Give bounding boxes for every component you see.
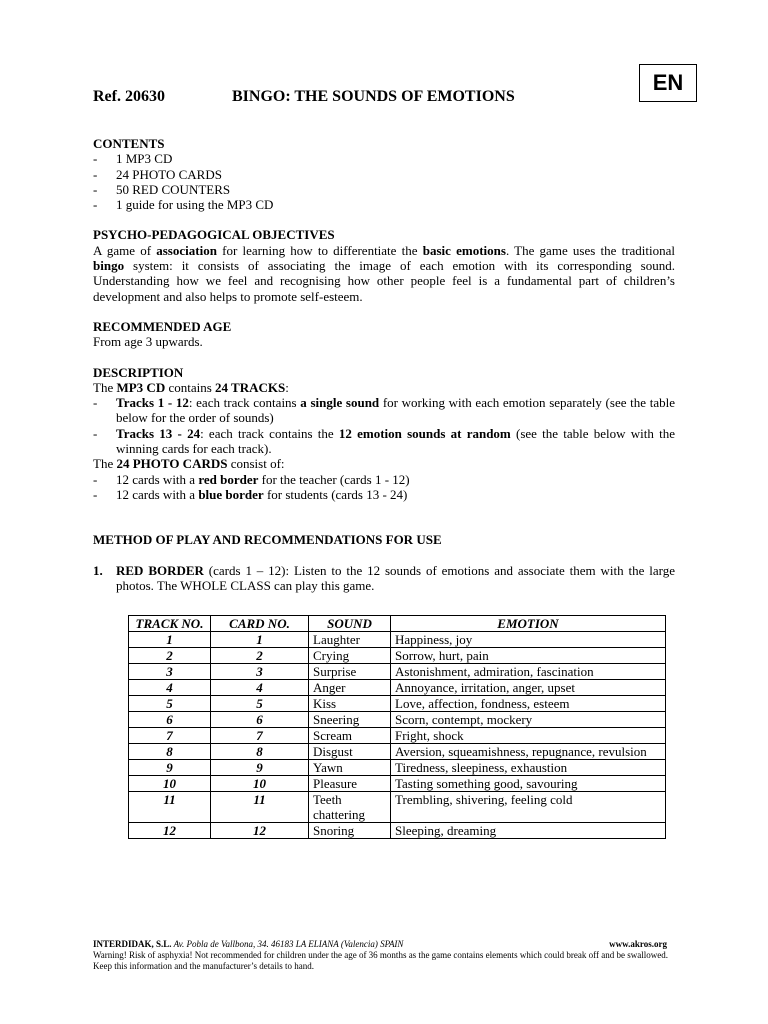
track-cell: 9	[129, 760, 211, 776]
table-row	[129, 760, 666, 776]
age-heading: RECOMMENDED AGE	[93, 318, 232, 334]
table-row	[129, 776, 666, 792]
document-title	[93, 88, 515, 106]
track-cell: 8	[129, 744, 211, 760]
age-section	[93, 319, 675, 350]
table-row	[129, 728, 666, 744]
emotion-cell: Aversion, squeamishness, repugnance, revulsion	[391, 744, 666, 760]
table-row	[129, 823, 666, 839]
method-section	[93, 532, 675, 593]
emotion-cell: Annoyance, irritation, anger, upset	[391, 680, 666, 696]
track-cell: 7	[129, 728, 211, 744]
column-header: EMOTION	[391, 616, 666, 632]
description-section	[93, 365, 675, 503]
track-cell: 12	[129, 823, 211, 839]
emotion-cell: Tiredness, sleepiness, exhaustion	[391, 760, 666, 776]
track-cell: 6	[129, 712, 211, 728]
sound-cell: Kiss	[309, 696, 391, 712]
track-cell: 2	[129, 648, 211, 664]
sound-cell: Anger	[309, 680, 391, 696]
card-cell: 7	[211, 728, 309, 744]
emotion-cell: Astonishment, admiration, fascination	[391, 664, 666, 680]
table-row	[129, 680, 666, 696]
table-row	[129, 648, 666, 664]
cards-line: The 24 PHOTO CARDS consist of:	[93, 456, 285, 472]
track-cell: 3	[129, 664, 211, 680]
contents-section	[93, 136, 675, 212]
track-cell: 11	[129, 792, 211, 823]
list-item: - 12 cards with a red border for the teacher (cards 1 - 12)	[93, 471, 410, 487]
company-name: INTERDIDAK, S.L.	[93, 939, 172, 949]
method-step: 1. RED BORDER (cards 1 – 12): Listen to the 12 sounds of emotions and associate them with the large photos. The WHOLE CLASS can play this game.	[93, 562, 675, 593]
emotion-cell: Scorn, contempt, mockery	[391, 712, 666, 728]
safety-warning: Warning! Risk of asphyxia! Not recommended for children under the age of 36 months as the game contains elements which could break off and be swallowed. Keep this information and the manufacturer’s details to hand.	[93, 950, 668, 971]
method-heading: METHOD OF PLAY AND RECOMMENDATIONS FOR USE	[93, 532, 442, 548]
footer	[93, 939, 675, 972]
list-item: - 12 cards with a blue border for students (cards 13 - 24)	[93, 486, 408, 502]
card-cell: 3	[211, 664, 309, 680]
table-row	[129, 792, 666, 823]
card-cell: 9	[211, 760, 309, 776]
list-item: - 24 PHOTO CARDS	[93, 166, 222, 182]
sound-cell: Yawn	[309, 760, 391, 776]
card-cell: 1	[211, 632, 309, 648]
list-item: - Tracks 13 - 24: each track contains the 12 emotion sounds at random (see the table below with the winning cards for each track).	[93, 425, 676, 457]
language-badge: EN	[639, 64, 697, 102]
track-cell: 5	[129, 696, 211, 712]
card-cell: 4	[211, 680, 309, 696]
list-item: - 1 guide for using the MP3 CD	[93, 197, 274, 213]
sound-cell: Sneering	[309, 712, 391, 728]
table-row	[129, 744, 666, 760]
product-title: BINGO: THE SOUNDS OF EMOTIONS	[232, 88, 515, 105]
card-cell: 2	[211, 648, 309, 664]
table-row	[129, 696, 666, 712]
card-cell: 11	[211, 792, 309, 823]
table-row	[129, 632, 666, 648]
column-header: TRACK NO.	[129, 616, 211, 632]
list-item: - 1 MP3 CD	[93, 151, 173, 167]
track-cell: 10	[129, 776, 211, 792]
column-header: SOUND	[309, 616, 391, 632]
emotions-table	[128, 615, 666, 839]
card-cell: 5	[211, 696, 309, 712]
track-cell: 1	[129, 632, 211, 648]
emotion-cell: Sorrow, hurt, pain	[391, 648, 666, 664]
table-row	[129, 664, 666, 680]
sound-cell: Snoring	[309, 823, 391, 839]
mp3-line: The MP3 CD contains 24 TRACKS:	[93, 379, 289, 395]
card-cell: 8	[211, 744, 309, 760]
sound-cell: Scream	[309, 728, 391, 744]
emotion-cell: Fright, shock	[391, 728, 666, 744]
list-item: - 50 RED COUNTERS	[93, 181, 231, 197]
sound-cell: Teeth chattering	[309, 792, 391, 823]
age-text: From age 3 upwards.	[93, 334, 203, 350]
website-link[interactable]: www.akros.org	[609, 939, 667, 949]
objectives-paragraph: A game of association for learning how to differentiate the basic emotions. The game uses the traditional bingo system: it consists of associating the image of each emotion with its corresponding sound. Understanding how we feel and recognising how other people feel is a fundamental part of children’s development and also helps to promote self-esteem.	[93, 242, 676, 304]
sound-cell: Laughter	[309, 632, 391, 648]
sound-cell: Pleasure	[309, 776, 391, 792]
objectives-heading: PSYCHO-PEDAGOGICAL OBJECTIVES	[93, 227, 335, 243]
card-cell: 12	[211, 823, 309, 839]
company-address: Av. Pobla de Vallbona, 34. 46183 LA ELIANA (Valencia) SPAIN	[171, 939, 404, 949]
track-cell: 4	[129, 680, 211, 696]
card-cell: 6	[211, 712, 309, 728]
document-body	[93, 136, 675, 593]
table-row	[129, 712, 666, 728]
objectives-section	[93, 227, 675, 303]
description-heading: DESCRIPTION	[93, 364, 184, 380]
list-item: - Tracks 1 - 12: each track contains a single sound for working with each emotion separately (see the table below for the order of sounds)	[93, 395, 675, 426]
emotion-cell: Happiness, joy	[391, 632, 666, 648]
emotion-cell: Love, affection, fondness, esteem	[391, 696, 666, 712]
table-header-row	[129, 616, 666, 632]
reference-number: Ref. 20630	[93, 88, 165, 105]
sound-cell: Disgust	[309, 744, 391, 760]
card-cell: 10	[211, 776, 309, 792]
emotion-cell: Trembling, shivering, feeling cold	[391, 792, 666, 823]
sound-cell: Surprise	[309, 664, 391, 680]
sound-cell: Crying	[309, 648, 391, 664]
emotion-cell: Tasting something good, savouring	[391, 776, 666, 792]
column-header: CARD NO.	[211, 616, 309, 632]
emotion-cell: Sleeping, dreaming	[391, 823, 666, 839]
contents-heading: CONTENTS	[93, 136, 165, 151]
